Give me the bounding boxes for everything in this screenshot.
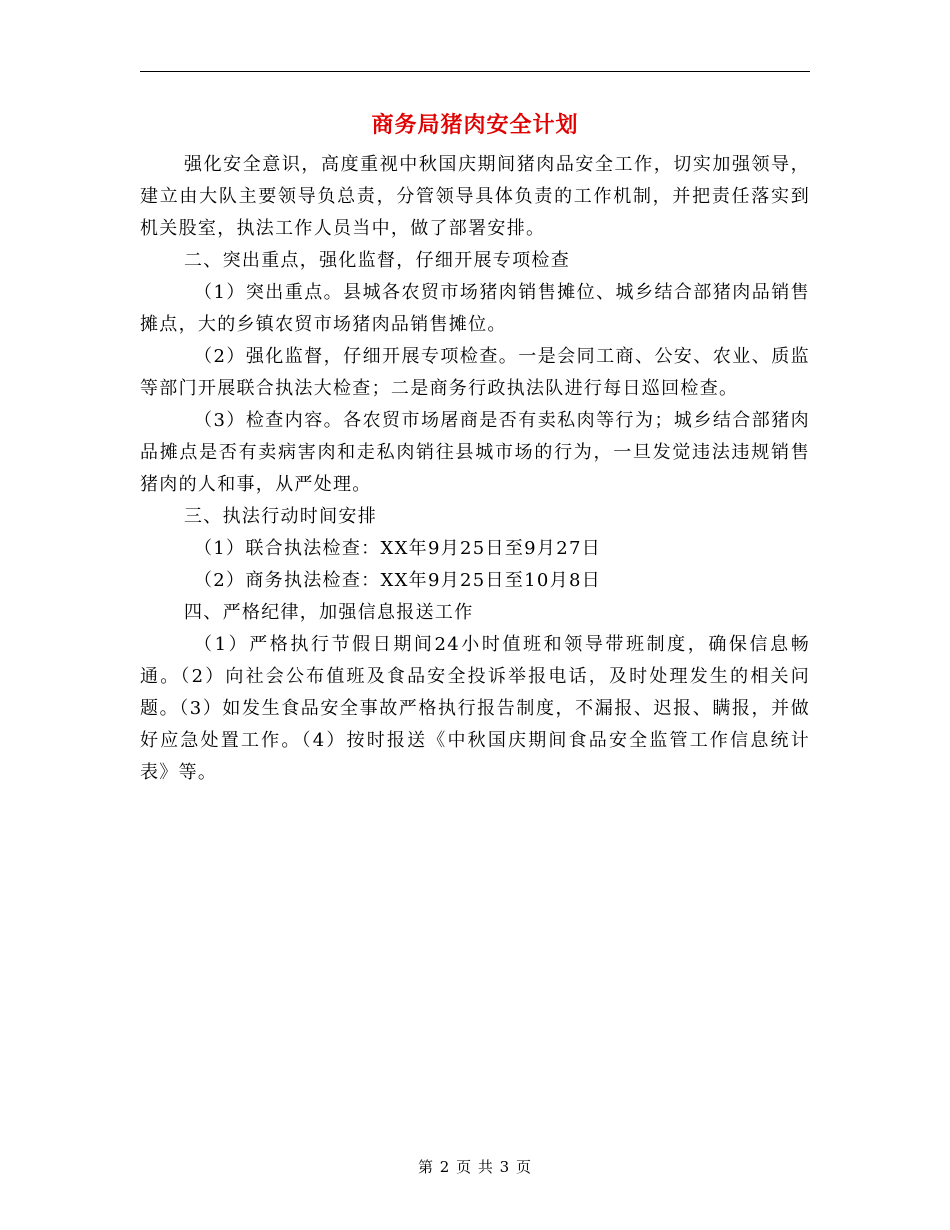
header-rule	[140, 71, 810, 72]
document-body	[140, 149, 810, 789]
page-number: 第 2 页 共 3 页	[418, 1158, 532, 1176]
paragraph-item: （1）严格执行节假日期间24小时值班和领导带班制度，确保信息畅通。（2）向社会公布值班及食品安全投诉举报电话，及时处理发生的相关问题。（3）如发生食品安全事故严格执行报告制度，不漏报、迟报、瞒报，并做好应急处置工作。（4）按时报送《中秋国庆期间食品安全监管工作信息统计表》等。	[140, 634, 810, 783]
paragraph-item: （1）突出重点。县城各农贸市场猪肉销售摊位、城乡结合部猪肉品销售摊点，大的乡镇农贸市场猪肉品销售摊位。	[140, 282, 810, 335]
paragraph-item: （1）联合执法检查：XX年9月25日至9月27日	[194, 538, 601, 559]
paragraph-item: （2）商务执法检查：XX年9月25日至10月8日	[194, 570, 601, 591]
section-heading-4: 四、严格纪律，加强信息报送工作	[184, 602, 474, 623]
paragraph-intro: 强化安全意识，高度重视中秋国庆期间猪肉品安全工作，切实加强领导，建立由大队主要领导负总责，分管领导具体负责的工作机制，并把责任落实到机关股室，执法工作人员当中，做了部署安排。	[140, 154, 810, 239]
paragraph-item: （3）检查内容。各农贸市场屠商是否有卖私肉等行为；城乡结合部猪肉品摊点是否有卖病害肉和走私肉销往县城市场的行为，一旦发觉违法违规销售猪肉的人和事，从严处理。	[140, 410, 810, 495]
document-title: 商务局猪肉安全计划	[371, 112, 579, 138]
section-heading-3: 三、执法行动时间安排	[184, 506, 377, 527]
section-heading-2: 二、突出重点，强化监督，仔细开展专项检查	[184, 250, 570, 271]
paragraph-item: （2）强化监督，仔细开展专项检查。一是会同工商、公安、农业、质监等部门开展联合执法大检查；二是商务行政执法队进行每日巡回检查。	[140, 346, 810, 399]
